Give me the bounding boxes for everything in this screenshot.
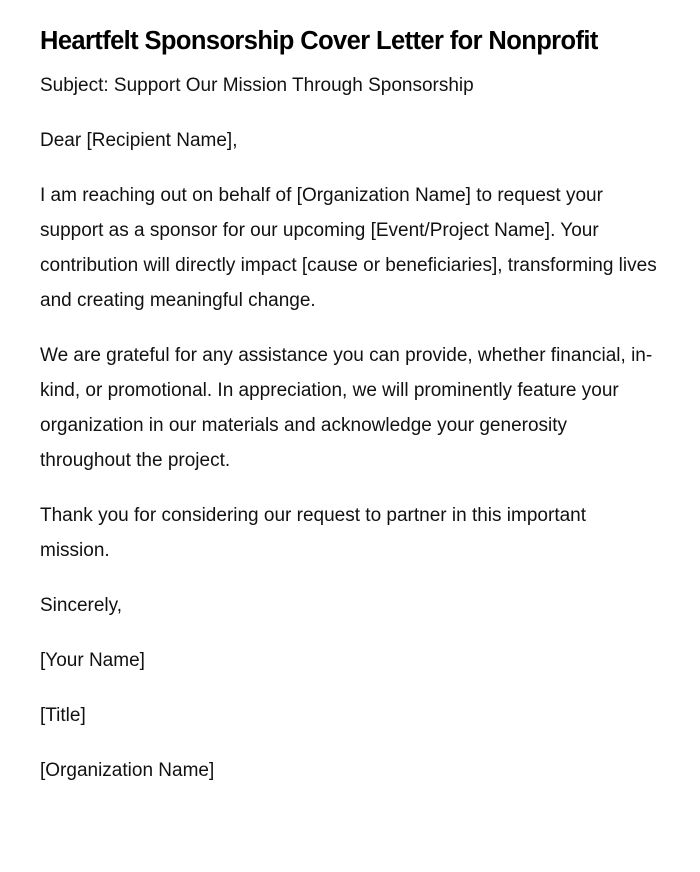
subject-line: Subject: Support Our Mission Through Sponsorship <box>40 75 474 96</box>
body-paragraph-3: Thank you for considering our request to partner in this important mission. <box>40 505 587 561</box>
document-title: Heartfelt Sponsorship Cover Letter for Nonprofit <box>40 27 598 55</box>
signature-name: [Your Name] <box>40 650 145 671</box>
signature-title: [Title] <box>40 705 86 726</box>
greeting: Dear [Recipient Name], <box>40 130 238 151</box>
body-paragraph-1: I am reaching out on behalf of [Organization Name] to request your support as a sponsor for our upcoming [Event/Project Name]. Your contribution will directly impact [cause or beneficiaries], transforming lives and creating meaningful change. <box>40 185 657 311</box>
closing: Sincerely, <box>40 595 123 616</box>
signature-organization: [Organization Name] <box>40 760 215 781</box>
body-paragraph-2: We are grateful for any assistance you can provide, whether financial, in-kind, or promotional. In appreciation, we will prominently feature your organization in our materials and acknowledge your generosity throughout the project. <box>40 345 653 471</box>
